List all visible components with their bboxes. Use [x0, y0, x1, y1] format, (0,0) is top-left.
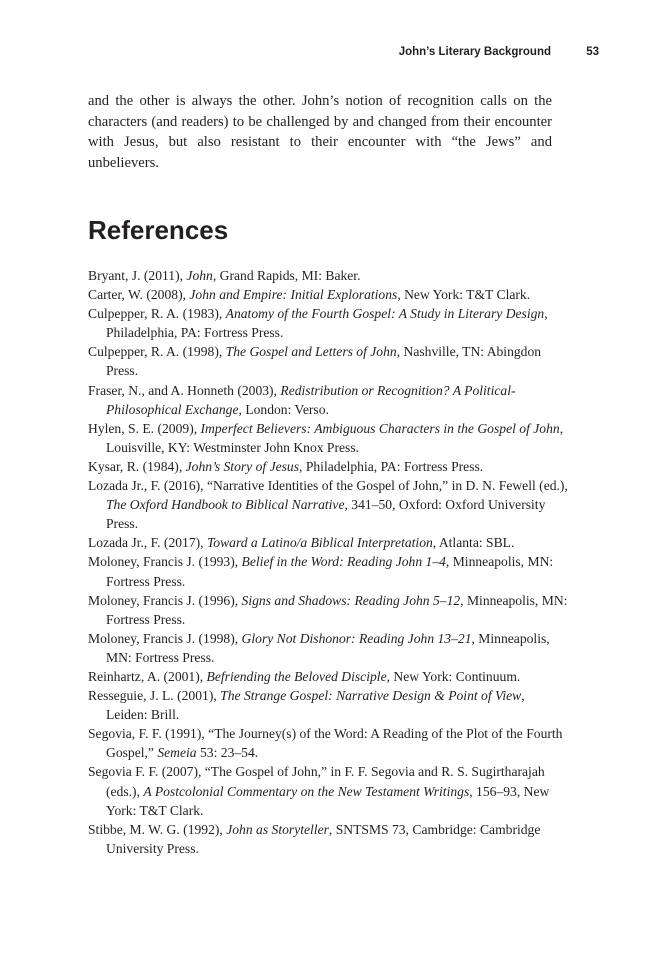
reference-title: The Gospel and Letters of John	[225, 344, 397, 360]
reference-text: Moloney, Francis J. (1996),	[88, 592, 242, 608]
reference-text: Lozada Jr., F. (2017),	[88, 535, 207, 551]
reference-title: Imperfect Believers: Ambiguous Characters in the Gospel of John	[200, 420, 560, 436]
reference-entry	[88, 381, 568, 419]
reference-text: , Philadelphia, PA: Fortress Press.	[106, 306, 548, 341]
reference-title: Signs and Shadows: Reading John 5–12	[241, 592, 461, 608]
reference-entry	[88, 629, 568, 667]
reference-title: John and Empire: Initial Explorations	[189, 287, 398, 303]
reference-text: , London: Verso.	[238, 401, 329, 417]
reference-entry	[88, 820, 568, 858]
reference-text: , Leiden: Brill.	[106, 688, 525, 723]
reference-text: Hylen, S. E. (2009),	[88, 420, 201, 436]
reference-text: Fraser, N., and A. Honneth (2003),	[88, 382, 281, 398]
reference-list	[88, 266, 568, 858]
reference-text: Culpepper, R. A. (1998),	[88, 344, 226, 360]
reference-text: Moloney, Francis J. (1993),	[88, 554, 242, 570]
reference-text: Kysar, R. (1984),	[88, 458, 186, 474]
reference-entry	[88, 724, 568, 762]
reference-text: Lozada Jr., F. (2016), “Narrative Identities of the Gospel of John,” in D. N. Fewell (ed.),	[88, 478, 568, 494]
reference-entry	[88, 419, 568, 457]
reference-entry	[88, 686, 568, 724]
reference-entry	[88, 667, 568, 686]
reference-text: , New York: T&T Clark.	[397, 287, 531, 303]
reference-text: 53: 23–54.	[196, 745, 259, 761]
reference-text: Resseguie, J. L. (2001),	[88, 688, 221, 704]
reference-title: John’s Story of Jesus	[185, 458, 300, 474]
reference-text: Bryant, J. (2011),	[88, 268, 187, 283]
reference-title: A Postcolonial Commentary on the New Testament Writings	[143, 783, 470, 799]
reference-entry	[88, 457, 568, 476]
reference-text: Segovia, F. F. (1991), “The Journey(s) of the Word: A Reading of the Plot of the Fourth Gospel,”	[88, 726, 563, 761]
reference-text: , Nashville, TN: Abingdon Press.	[106, 344, 542, 379]
reference-title: Semeia	[157, 745, 197, 761]
reference-entry	[88, 762, 568, 819]
reference-text: , Minneapolis, MN: Fortress Press.	[106, 554, 554, 589]
reference-text: , New York: Continuum.	[386, 668, 521, 684]
reference-text: Culpepper, R. A. (1983),	[88, 306, 226, 322]
reference-entry	[88, 533, 568, 552]
reference-title: Glory Not Dishonor: Reading John 13–21	[241, 630, 472, 646]
reference-text: , Philadelphia, PA: Fortress Press.	[299, 458, 484, 474]
section-heading-references: References	[88, 215, 229, 245]
reference-text: , SNTSMS 73, Cambridge: Cambridge University Press.	[106, 821, 541, 856]
reference-entry	[88, 342, 568, 380]
reference-text: , Grand Rapids, MI: Baker.	[212, 268, 361, 283]
reference-entry	[88, 266, 568, 285]
reference-text: Stibbe, M. W. G. (1992),	[88, 821, 227, 837]
reference-entry	[88, 304, 568, 342]
reference-title: John	[186, 268, 213, 283]
reference-title: Belief in the Word: Reading John 1–4	[241, 554, 446, 570]
reference-text: , Minneapolis, MN: Fortress Press.	[106, 630, 550, 665]
reference-title: Befriending the Beloved Disciple	[206, 668, 387, 684]
reference-text: , 156–93, New York: T&T Clark.	[106, 783, 550, 818]
reference-text: , Minneapolis, MN: Fortress Press.	[106, 592, 568, 627]
reference-text: , Atlanta: SBL.	[432, 535, 515, 551]
reference-entry	[88, 552, 568, 590]
reference-text: , Louisville, KY: Westminster John Knox Press.	[106, 420, 564, 455]
reference-text: Segovia F. F. (2007), “The Gospel of John,” in F. F. Segovia and R. S. Sugirtharajah (eds.),	[88, 764, 545, 799]
page-number: 53	[586, 46, 599, 58]
reference-entry	[88, 285, 568, 304]
running-head-title: John’s Literary Background	[398, 46, 551, 58]
reference-title: Redistribution or Recognition? A Political-Philosophical Exchange	[106, 382, 516, 417]
body-paragraph: and the other is always the other. John’s notion of recognition calls on the characters (and readers) to be challenged by and changed from their encounter with Jesus, but also resistant to their encounter with “the Jews” and unbelievers.	[88, 93, 552, 172]
reference-text: Carter, W. (2008),	[88, 287, 190, 303]
reference-title: The Oxford Handbook to Biblical Narrative	[106, 497, 345, 513]
reference-title: Toward a Latino/a Biblical Interpretation	[206, 535, 433, 551]
reference-text: , 341–50, Oxford: Oxford University Press.	[106, 497, 546, 532]
reference-text: Reinhartz, A. (2001),	[88, 668, 207, 684]
reference-text: Moloney, Francis J. (1998),	[88, 630, 242, 646]
reference-title: Anatomy of the Fourth Gospel: A Study in Literary Design	[225, 306, 545, 322]
reference-title: The Strange Gospel: Narrative Design & Point of View	[220, 688, 522, 704]
reference-title: John as Storyteller	[226, 821, 329, 837]
reference-entry	[88, 476, 568, 533]
reference-entry	[88, 591, 568, 629]
